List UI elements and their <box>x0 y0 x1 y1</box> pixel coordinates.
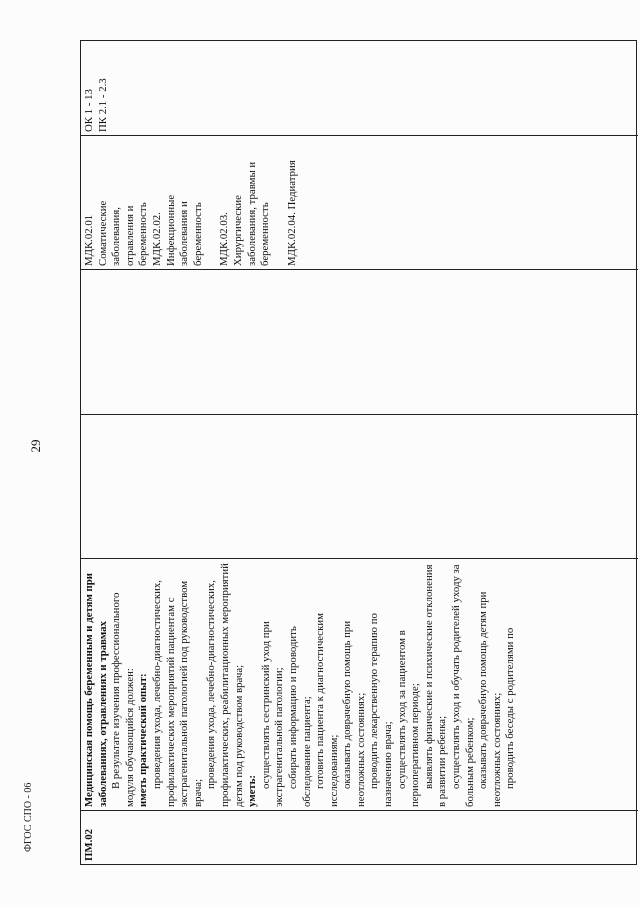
competencies-cell <box>81 39 638 136</box>
empty-cell-max-load <box>81 270 638 415</box>
mdk-line: МДК.02.02. <box>150 212 163 266</box>
mdk-line: отравления и <box>123 205 136 266</box>
mdk-line: беременность <box>191 202 204 266</box>
module-intro: В результате изучения профессионального модуля обучающийся должен: <box>110 592 136 807</box>
module-code-cell <box>81 811 638 864</box>
empty-cell-hours <box>81 415 638 559</box>
experience-item: проведения ухода, лечебно-диагностических, профилактических мероприятий пациентам с экстрагенитальной патологией под руководством врача; <box>150 580 204 807</box>
competency-pk: ПК 2.1 - 2.3 <box>96 78 109 132</box>
skill-item: собирать информацию и проводить обследование пациента; <box>286 626 313 807</box>
module-content-cell <box>81 559 638 811</box>
module-table <box>80 40 637 865</box>
experience-item: проведения ухода, лечебно-диагностических, профилактических, реабилитационных мероприятий детям под руководством врача; <box>205 563 245 807</box>
mdk-line: Хирургические <box>231 195 244 266</box>
page-number: 29 <box>28 439 43 453</box>
mdk-line: МДК.02.01 <box>83 214 95 266</box>
mdk-line: беременность <box>259 202 272 266</box>
mdk-list <box>81 136 301 269</box>
mdk-line: МДК.02.03. <box>218 212 231 266</box>
mdk-line: заболевания и <box>178 201 191 266</box>
mdk-cell <box>81 136 638 270</box>
mdk-line: Соматические <box>96 200 109 266</box>
skill-item: готовить пациента к диагностическим исследованиям; <box>314 613 340 807</box>
skill-item: проводить лекарственную терапию по назначению врача; <box>368 613 395 807</box>
skill-item: оказывать доврачебную помощь при неотложных состояниях; <box>341 620 367 807</box>
mdk-line: МДК.02.04. Педиатрия <box>285 160 298 266</box>
mdk-line: Инфекционные <box>164 194 177 266</box>
mdk-line: заболевания, <box>110 207 123 266</box>
mdk-line: беременность <box>137 202 150 266</box>
table-rotation-wrapper <box>80 40 637 865</box>
module-code: ПМ.02 <box>83 828 95 861</box>
skill-item: выявлять физические и психические отклонения в развитии ребенка; <box>422 564 449 807</box>
skill-item: осуществлять уход и обучать родителей уходу за больным ребенком; <box>450 564 476 807</box>
skill-item: осуществлять уход за пациентом в периоперативном периоде; <box>395 630 422 807</box>
mdk-spacer <box>205 139 218 266</box>
mdk-line: заболевания, травмы и <box>245 161 258 266</box>
module-title: Медицинская помощь беременным и детям при заболеваниях, отравлениях и травмах <box>83 573 109 807</box>
skill-item: осуществлять сестринский уход при экстрагенитальной патологии; <box>259 621 286 807</box>
skill-item: проводить беседы с родителями по <box>504 627 517 789</box>
competency-ok: ОК 1 - 13 <box>83 89 95 132</box>
competency-list <box>81 39 112 135</box>
skills-heading: уметь: <box>246 774 259 807</box>
footer-standard-label: ФГОС СПО - 06 <box>23 782 34 852</box>
experience-heading: иметь практический опыт: <box>137 673 150 807</box>
mdk-spacer <box>273 139 286 266</box>
skill-item: оказывать доврачебную помощь детям при неотложных состояниях; <box>477 591 503 807</box>
